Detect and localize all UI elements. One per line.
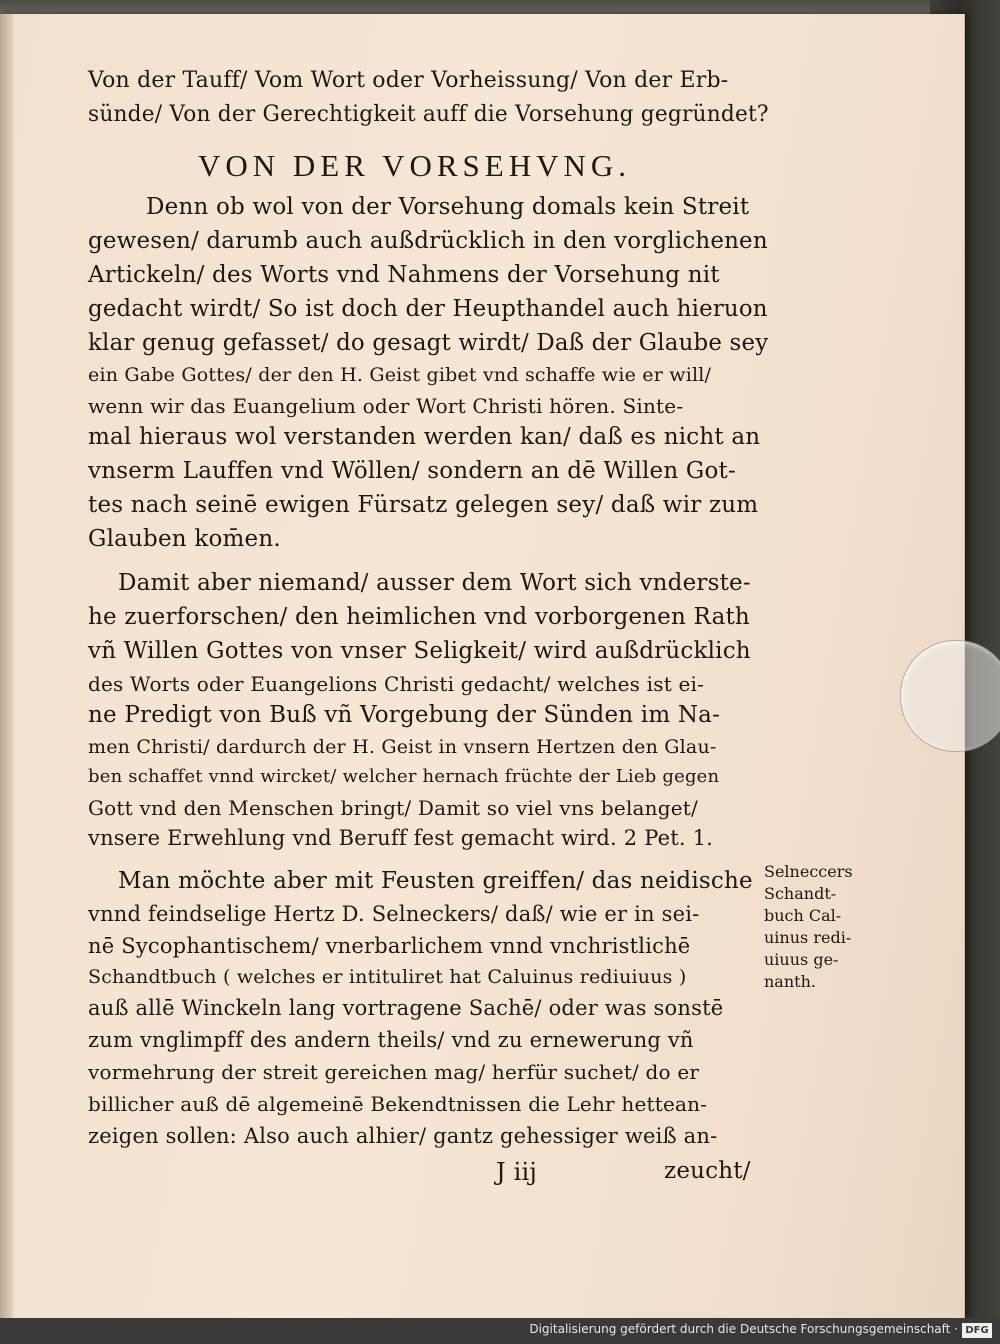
- text-line: Gott vnd den Menschen bringt/ Damit so viel vns belanget/: [88, 796, 698, 820]
- section-title: VON DER VORSEHVNG.: [198, 148, 632, 183]
- text-line: Glauben kom̄en.: [88, 526, 281, 552]
- text-line: vñ Willen Gottes von vnser Seligkeit/ wird außdrücklich: [88, 638, 751, 664]
- text-line: nē Sycophantischem/ vnerbarlichem vnnd vnchristlichē: [88, 934, 691, 958]
- text-line: gedacht wirdt/ So ist doch der Heupthandel auch hieruon: [88, 296, 768, 322]
- header-line: sünde/ Von der Gerechtigkeit auff die Vorsehung gegründet?: [88, 102, 769, 127]
- text-line: vormehrung der streit gereichen mag/ herfür suchet/ do er: [88, 1060, 700, 1084]
- clear-plastic-tab: [900, 640, 1000, 752]
- text-line: klar genug gefasset/ do gesagt wirdt/ Daß der Glaube sey: [88, 330, 769, 356]
- text-line: ne Predigt von Buß vñ Vorgebung der Sünden im Na-: [88, 702, 721, 728]
- text-line: he zuerforschen/ den heimlichen vnd vorborgenen Rath: [88, 604, 750, 630]
- header-line: Von der Tauff/ Vom Wort oder Vorheissung/ Von der Erb-: [88, 68, 729, 93]
- text-line: wenn wir das Euangelium oder Wort Christi hören. Sinte-: [88, 394, 684, 418]
- funding-credit: Digitalisierung gefördert durch die Deutsche Forschungsgemeinschaft ·: [529, 1322, 958, 1336]
- margin-note-line: nanth.: [764, 972, 816, 991]
- footer-bar: [0, 1318, 1000, 1344]
- catchword: zeucht/: [664, 1158, 751, 1184]
- text-line: men Christi/ dardurch der H. Geist in vnsern Hertzen den Glau-: [88, 736, 717, 758]
- margin-note-line: uinus redi-: [764, 928, 852, 947]
- signature-mark: J iij: [496, 1158, 538, 1186]
- margin-note-line: Selneccers: [764, 862, 853, 881]
- text-line: vnnd feindselige Hertz D. Selneckers/ daß/ wie er in sei-: [88, 902, 700, 926]
- text-line: vnsere Erwehlung vnd Beruff fest gemacht wird. 2 Pet. 1.: [88, 826, 714, 850]
- dfg-logo: DFG: [962, 1323, 992, 1338]
- text-line: ein Gabe Gottes/ der den H. Geist gibet vnd schaffe wie er will/: [88, 364, 712, 386]
- page-gutter-shadow: [0, 14, 14, 1318]
- text-line: Schandtbuch ( welches er intituliret hat Caluinus rediuiuus ): [88, 966, 687, 988]
- text-line: Man möchte aber mit Feusten greiffen/ das neidische: [118, 868, 753, 894]
- text-line: tes nach seinē ewigen Fürsatz gelegen sey/ daß wir zum: [88, 492, 759, 518]
- text-line: zeigen sollen: Also auch alhier/ gantz gehessiger weiß an-: [88, 1124, 718, 1148]
- text-line: mal hieraus wol verstanden werden kan/ daß es nicht an: [88, 424, 761, 450]
- text-line: auß allē Winckeln lang vortragene Sachē/ oder was sonstē: [88, 996, 724, 1020]
- text-line: Damit aber niemand/ ausser dem Wort sich vnderste-: [118, 570, 751, 596]
- text-line: zum vnglimpff des andern theils/ vnd zu ernewerung vñ: [88, 1028, 694, 1052]
- margin-note-line: uiuus ge-: [764, 950, 839, 969]
- text-line: Denn ob wol von der Vorsehung domals kein Streit: [146, 194, 750, 220]
- text-line: Artickeln/ des Worts vnd Nahmens der Vorsehung nit: [88, 262, 720, 288]
- text-line: des Worts oder Euangelions Christi gedacht/ welches ist ei-: [88, 672, 705, 696]
- text-line: vnserm Lauffen vnd Wöllen/ sondern an dē Willen Got-: [88, 458, 736, 484]
- text-line: ben schaffet vnnd wircket/ welcher hernach früchte der Lieb gegen: [88, 766, 720, 787]
- margin-note-line: buch Cal-: [764, 906, 842, 925]
- text-line: gewesen/ darumb auch außdrücklich in den vorglichenen: [88, 228, 768, 254]
- margin-note-line: Schandt-: [764, 884, 837, 903]
- text-line: billicher auß dē algemeinē Bekendtnissen die Lehr hettean-: [88, 1092, 708, 1116]
